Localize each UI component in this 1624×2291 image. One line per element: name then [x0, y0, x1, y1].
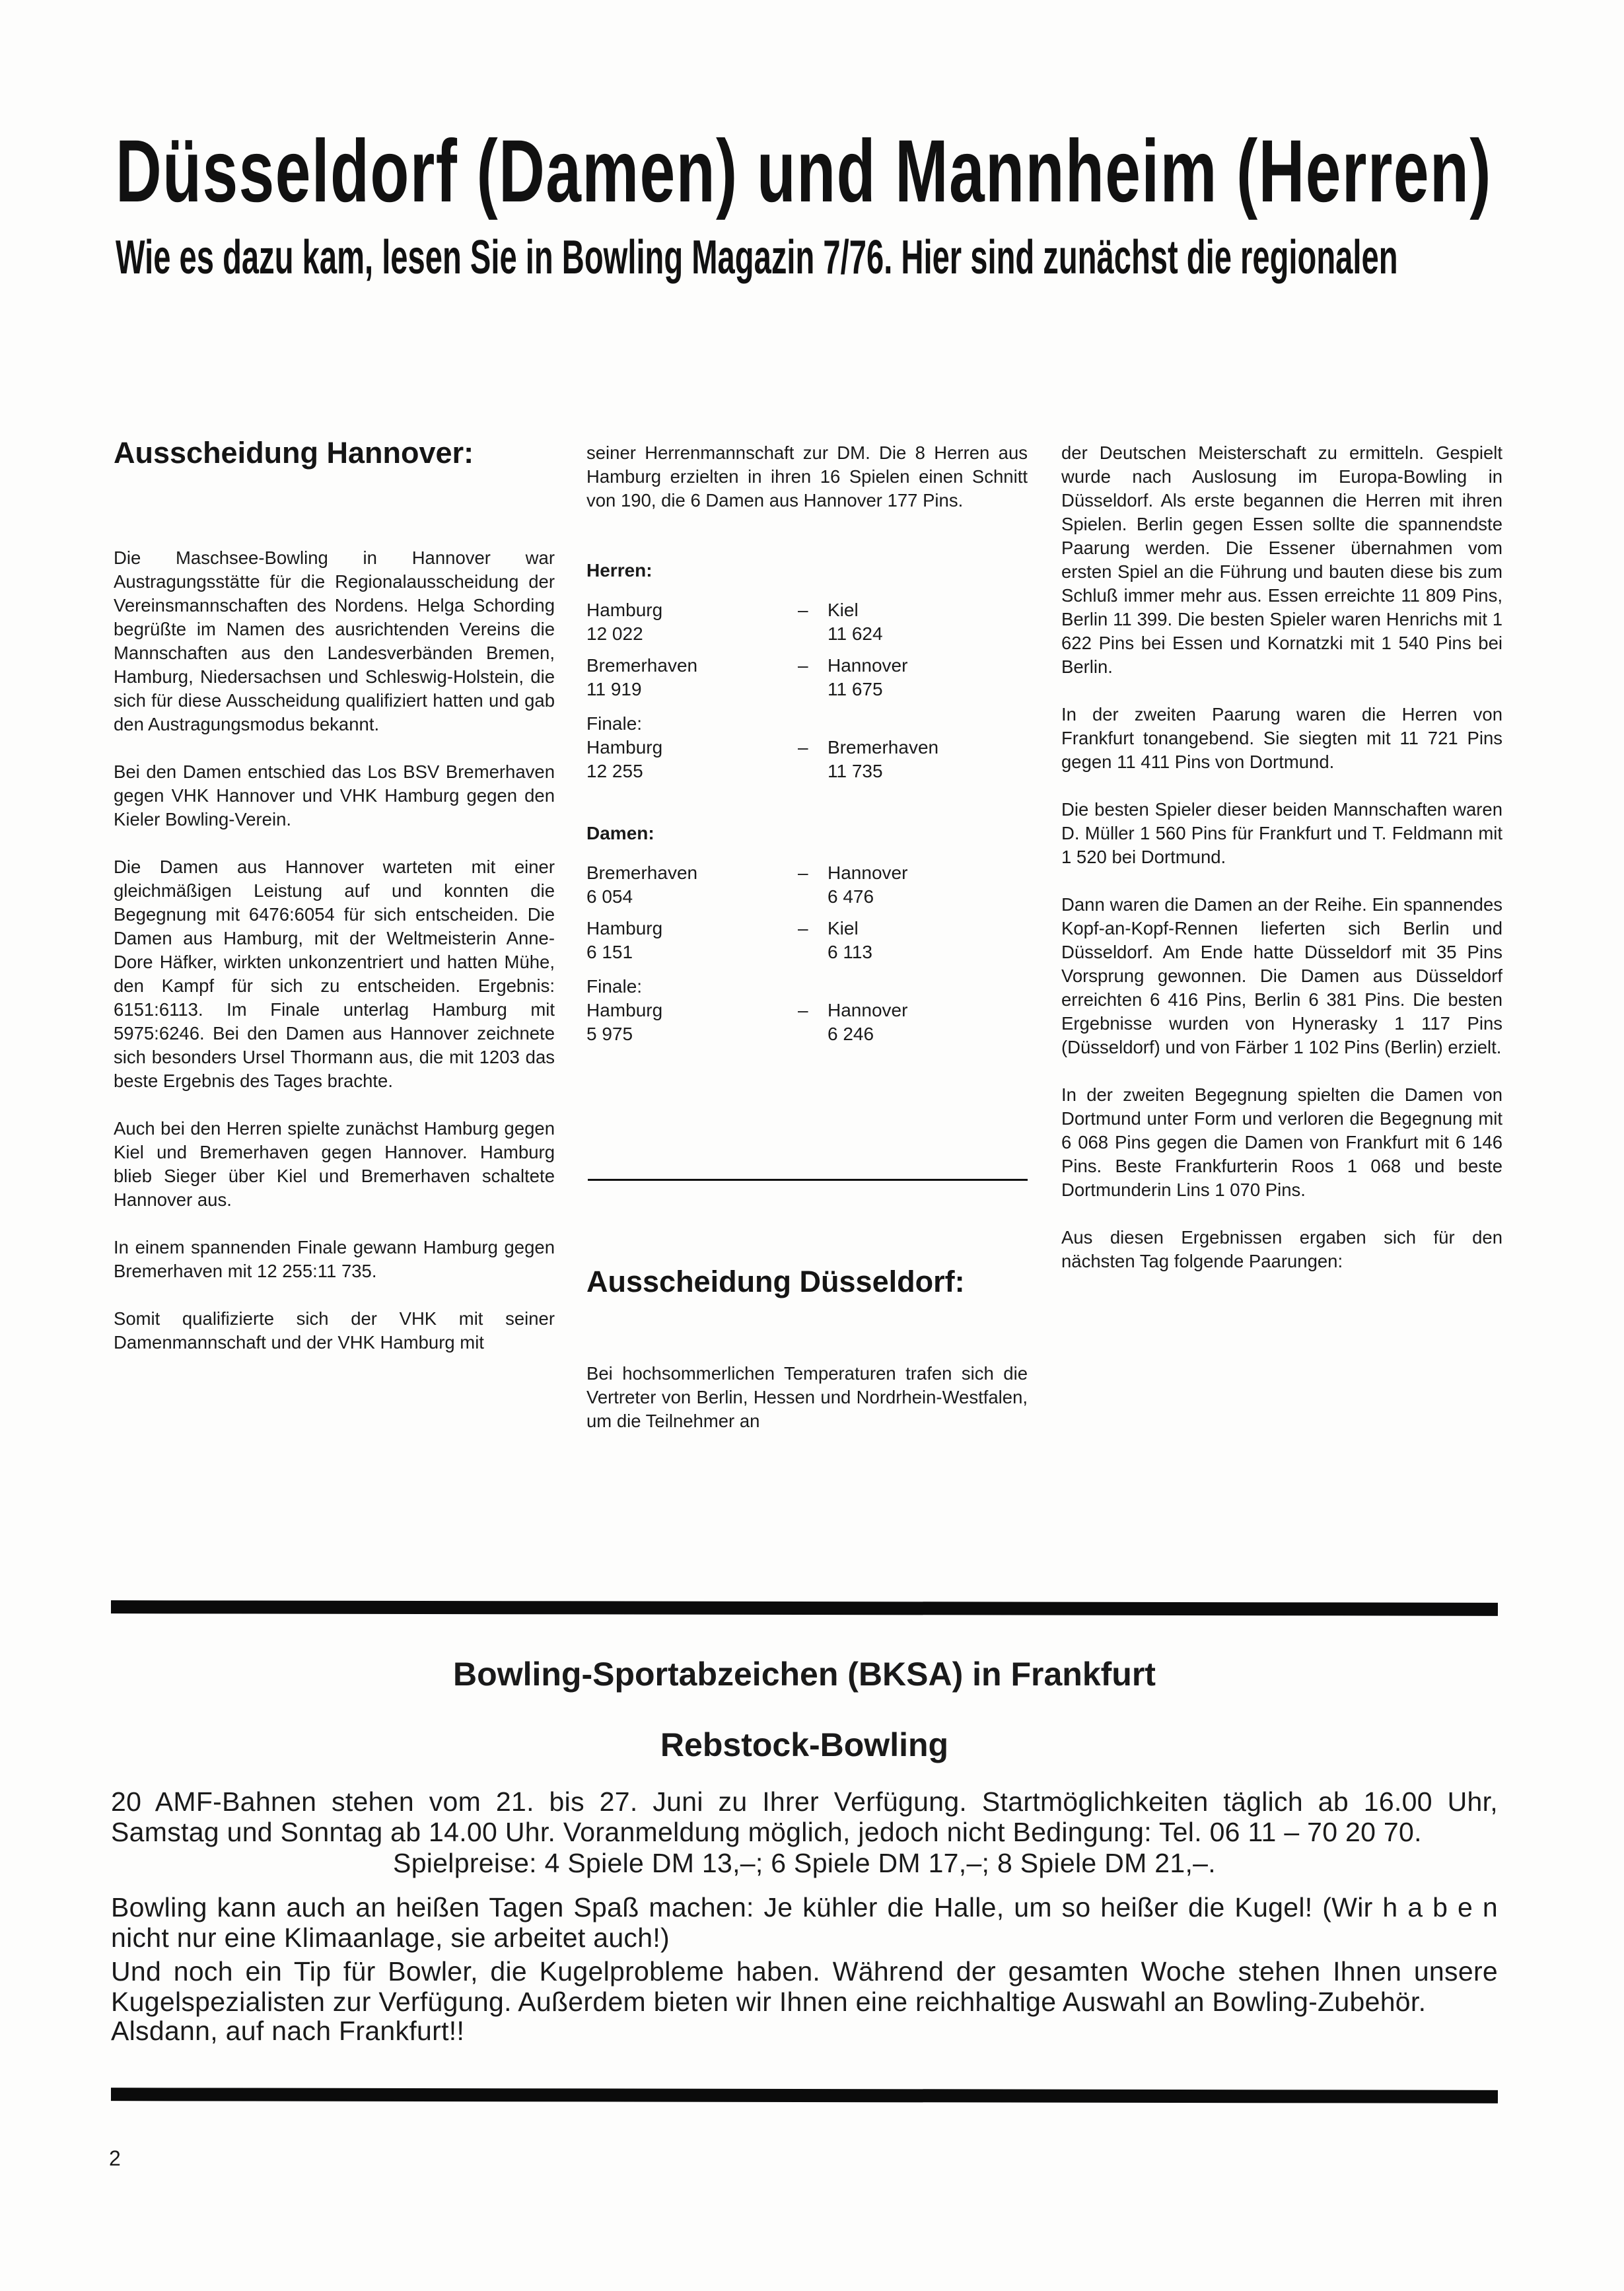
page-subheadline: Wie es dazu kam, lesen Sie in Bowling Magazin 7/76. Hier sind zunächst die regionalen: [116, 231, 1398, 284]
results-herren: [586, 598, 1028, 783]
team-score: 6 151: [586, 942, 633, 962]
team-name: Hamburg: [586, 737, 663, 758]
team-score: 6 113: [828, 942, 872, 962]
result-pair: [586, 917, 1028, 964]
team-score: 6 476: [828, 886, 874, 907]
dash: –: [798, 737, 808, 758]
paragraph: Bei den Damen entschied das Los BSV Bremerhaven gegen VHK Hannover und VHK Hamburg gegen den Kieler Bowling-Verein.: [114, 761, 555, 829]
paragraph: der Deutschen Meisterschaft zu ermitteln. Gespielt wurde nach Auslosung im Europa-Bowling in Düsseldorf. Als erste begannen die Herren mit ihren Spielen. Berlin gegen Essen sollte die spannendste Paarung werden. Die Essener übernahmen vom ersten Spiel an die Führung und bauten diese bis zum Schluß immer mehr aus. Essen erreichte 11 809 Pins, Berlin 11 399. Die besten Spieler waren Henrichs mit 1 622 Pins bei Essen und Kornatzki mit 1 540 Pins bei Berlin.: [1061, 442, 1502, 677]
result-pair: [586, 861, 1028, 909]
team-score: 12 255: [586, 761, 643, 781]
team-name: Hamburg: [586, 1000, 663, 1020]
team-name: Hannover: [828, 863, 908, 883]
paragraph: Aus diesen Ergebnissen ergaben sich für den nächsten Tag folgende Paarungen:: [1061, 1227, 1502, 1271]
paragraph: Auch bei den Herren spielte zunächst Hamburg gegen Kiel und Bremerhaven gegen Hannover. Hamburg blieb Sieger über Kiel und Bremerhaven schaltete Hannover aus.: [114, 1118, 555, 1210]
ad-text-closing: Alsdann, auf nach Frankfurt!!: [111, 2016, 465, 2046]
team-score: 6 246: [828, 1024, 874, 1044]
finale-label: Finale:: [586, 713, 643, 734]
team-name: Kiel: [828, 918, 859, 938]
column-divider-rule: [588, 1179, 1028, 1181]
column-2-lower: [586, 1265, 1028, 1457]
paragraph: In der zweiten Begegnung spielten die Damen von Dortmund unter Form und verloren die Begegnung mit 6 068 Pins gegen die Damen von Frankfurt mit 6 146 Pins. Beste Frankfurterin Roos 1 068 und beste Dortmunderin Lins 1 070 Pins.: [1061, 1084, 1502, 1200]
team-name: Bremerhaven: [828, 737, 939, 758]
dash: –: [798, 655, 808, 676]
team-name: Hannover: [828, 1000, 908, 1020]
ad-text-tip: Und noch ein Tip für Bowler, die Kugelprobleme haben. Während der gesamten Woche stehen Ihnen unsere Kugelspezialisten zur Verfügung. Außerdem bieten wir Ihnen eine reichhaltige Auswahl an Bowling-Zubehör.: [111, 1956, 1498, 2017]
team-name: Bremerhaven: [586, 863, 698, 883]
ad-text-summer: Bowling kann auch an heißen Tagen Spaß machen: Je kühler die Halle, um so heißer die Kugel! (Wir h a b e n nicht nur eine Klimaanlage, sie arbeitet auch!): [111, 1892, 1498, 1953]
section-heading-duesseldorf: Ausscheidung Düsseldorf:: [586, 1265, 965, 1298]
team-score: 5 975: [586, 1024, 633, 1044]
result-pair: [586, 654, 1028, 701]
team-score: 11 675: [828, 679, 883, 699]
team-score: 11 919: [586, 679, 642, 699]
paragraph: Die Damen aus Hannover warteten mit einer gleichmäßigen Leistung auf und konnten die Begegnung mit 6476:6054 für sich entscheiden. Die Damen aus Hamburg, mit der Weltmeisterin Anne-Dore Häfker, wirkten unkonzentriert und hatten Mühe, den Kampf für sich zu entscheiden. Ergebnis: 6151:6113. Im Finale unterlag Hamburg mit 5975:6246. Bei den Damen aus Hannover zeichnete sich besonders Ursel Thormann aus, die mit 1203 das beste Ergebnis des Tages brachte.: [114, 857, 555, 1091]
ad-text-availability: 20 AMF-Bahnen stehen vom 21. bis 27. Juni zu Ihrer Verfügung. Startmöglichkeiten täglich ab 16.00 Uhr, Samstag und Sonntag ab 14.00 Uhr. Voranmeldung möglich, jedoch nicht Bedingung: Tel. 06 11 – 70 20 70.: [111, 1786, 1498, 1847]
section-heading-hannover: Ausscheidung Hannover:: [114, 436, 474, 470]
results-damen-label: Damen:: [586, 823, 654, 843]
team-score: 11 735: [828, 761, 883, 781]
dash: –: [798, 918, 808, 938]
results-herren-label: Herren:: [586, 560, 653, 581]
team-name: Bremerhaven: [586, 655, 698, 676]
ad-title: Bowling-Sportabzeichen (BKSA) in Frankfurt: [453, 1656, 1156, 1693]
team-name: Kiel: [828, 600, 859, 620]
team-name: Hamburg: [586, 600, 663, 620]
team-score: 6 054: [586, 886, 633, 907]
paragraph: Die Maschsee-Bowling in Hannover war Austragungsstätte für die Regionalausscheidung der Vereinsmannschaften des Nordens. Helga Schording begrüßte im Namen des ausrichtenden Vereins die Mannschaften aus den Landesverbänden Bremen, Hamburg, Niedersachsen und Schleswig-Holstein, die sich für diese Ausscheidung qualifiziert hatten und gab den Austragungsmodus bekannt.: [114, 547, 555, 734]
finale-label: Finale:: [586, 976, 643, 997]
team-name: Hannover: [828, 655, 908, 676]
dash: –: [798, 1000, 808, 1020]
team-name: Hamburg: [586, 918, 663, 938]
ad-text-prices: Spielpreise: 4 Spiele DM 13,–; 6 Spiele DM 17,–; 8 Spiele DM 21,–.: [393, 1848, 1216, 1878]
paragraph: Somit qualifizierte sich der VHK mit seiner Damenmannschaft und der VHK Hamburg mit: [114, 1308, 555, 1353]
team-score: 12 022: [586, 623, 643, 644]
paragraph: seiner Herrenmannschaft zur DM. Die 8 Herren aus Hamburg erzielten in ihren 16 Spielen einen Schnitt von 190, die 6 Damen aus Hannover 177 Pins.: [586, 442, 1028, 511]
paragraph: Die besten Spieler dieser beiden Mannschaften waren D. Müller 1 560 Pins für Frankfurt und T. Feldmann mit 1 520 bei Dortmund.: [1061, 799, 1502, 867]
results-damen: [586, 861, 1028, 1046]
paragraph: Bei hochsommerlichen Temperaturen trafen sich die Vertreter von Berlin, Hessen und Nordrhein-Westfalen, um die Teilnehmer an: [586, 1363, 1028, 1431]
dash: –: [798, 863, 808, 883]
paragraph: In der zweiten Paarung waren die Herren von Frankfurt tonangebend. Sie siegten mit 11 721 Pins gegen 11 411 Pins von Dortmund.: [1061, 704, 1502, 772]
paragraph: In einem spannenden Finale gewann Hamburg gegen Bremerhaven mit 12 255:11 735.: [114, 1237, 555, 1281]
team-score: 11 624: [828, 623, 883, 644]
result-pair-final: [586, 999, 1028, 1046]
page-number: 2: [109, 2146, 121, 2170]
page-headline: Düsseldorf (Damen) und Mannheim (Herren): [116, 122, 1492, 221]
box-bottom-rule: [111, 2088, 1498, 2103]
column-2: [586, 441, 1028, 1054]
paragraph: Dann waren die Damen an der Reihe. Ein spannendes Kopf-an-Kopf-Rennen lieferten sich Berlin und Düsseldorf. Am Ende hatte Düsseldorf mit 35 Pins Vorsprung gewonnen. Die Damen aus Düsseldorf erreichten 6 416 Pins, Berlin 6 381 Pins. Die besten Ergebnisse wurden von Hynerasky 1 117 Pins (Düsseldorf) und von Färber 1 102 Pins (Berlin) erzielt.: [1061, 894, 1502, 1057]
box-top-rule: [111, 1600, 1498, 1616]
column-3: [1061, 441, 1502, 1297]
ad-subtitle: Rebstock-Bowling: [660, 1726, 949, 1763]
result-pair: [586, 598, 1028, 646]
column-1: [114, 436, 555, 1378]
result-pair-final: [586, 736, 1028, 783]
dash: –: [798, 600, 808, 620]
